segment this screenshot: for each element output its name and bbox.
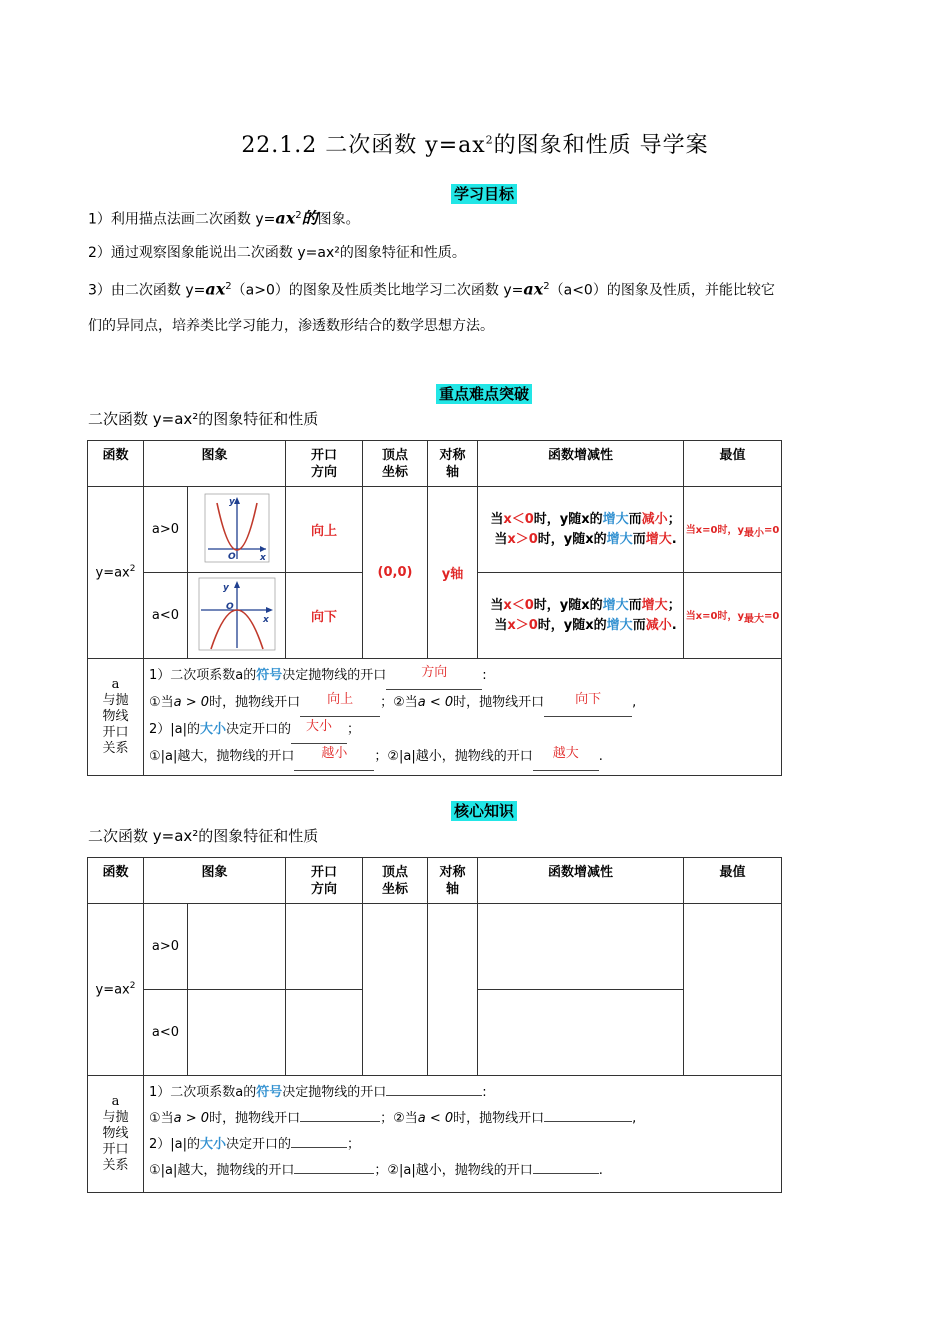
empty-open-up[interactable] xyxy=(286,904,363,990)
relation-label-3: 开口 xyxy=(102,725,129,740)
r2g: , xyxy=(632,1111,637,1126)
mono-neg-2d: 而 xyxy=(632,617,646,633)
header-open-2: 方向 xyxy=(311,465,338,480)
blank-6[interactable] xyxy=(533,744,599,771)
header-vertex-1: 顶点 xyxy=(382,448,409,463)
empty-vertex[interactable] xyxy=(363,904,428,1076)
header-vertex-2: 坐标 xyxy=(382,882,409,897)
relation-label-2: 物线 xyxy=(102,709,129,724)
header-axis xyxy=(428,858,478,904)
r2a: ①当 xyxy=(149,1111,174,1126)
header-axis-2: 轴 xyxy=(446,465,460,480)
mono-pos-2e: 增大 xyxy=(645,531,672,547)
r3d: ； xyxy=(347,722,361,737)
blank-1[interactable] xyxy=(386,1095,482,1096)
parabola-down-graph xyxy=(198,577,276,651)
open-up: 向上 xyxy=(286,487,363,573)
r1b: 符号 xyxy=(256,668,283,683)
r4a: ①|a|越大，抛物线的开口 xyxy=(149,749,295,764)
extreme-neg-tail: =0 xyxy=(764,610,780,622)
mono-pos-1a: 当 xyxy=(490,511,504,527)
goal-3 xyxy=(88,277,775,301)
r4b: ；②|a|越小，抛物线的开口 xyxy=(374,1163,533,1178)
header-open-1: 开口 xyxy=(311,865,338,880)
relation-label xyxy=(88,1076,144,1193)
func-cell xyxy=(88,487,144,659)
mono-pos-2d: 而 xyxy=(632,531,646,547)
header-axis xyxy=(428,441,478,487)
mono-pos-2x: x＞0 xyxy=(507,531,538,547)
mono-neg-1f: ； xyxy=(667,597,681,613)
header-axis-1: 对称 xyxy=(439,865,466,880)
r3d: ； xyxy=(347,1137,361,1152)
header-open xyxy=(286,858,363,904)
r1c: 决定抛物线的开口 xyxy=(282,668,387,683)
mono-pos-2a: 当 xyxy=(494,531,508,547)
blank-6[interactable] xyxy=(533,1173,599,1174)
subtitle-key: 二次函数 y=ax²的图象特征和性质 xyxy=(88,410,319,428)
func-cell xyxy=(88,904,144,1076)
relation-label-3: 开口 xyxy=(102,1142,129,1157)
mono-neg-2c: 增大 xyxy=(606,617,633,633)
header-func: 函数 xyxy=(88,441,144,487)
mono-neg-1d: 而 xyxy=(628,597,642,613)
blank-2[interactable] xyxy=(300,1121,380,1122)
a-neg-label: a<0 xyxy=(144,573,188,659)
r2c: 时，抛物线开口 xyxy=(209,695,301,710)
r4a: ①|a|越大，抛物线的开口 xyxy=(149,1163,295,1178)
blank-5[interactable] xyxy=(294,1173,374,1174)
r1d: : xyxy=(482,668,487,683)
header-open-2: 方向 xyxy=(311,882,338,897)
header-img: 图象 xyxy=(144,441,286,487)
r3a: 2）|a|的 xyxy=(149,722,200,737)
parabola-up-graph xyxy=(204,493,270,563)
relation-label-1: 与抛 xyxy=(102,1110,129,1125)
header-vertex xyxy=(363,858,428,904)
r2a: ①当 xyxy=(149,695,174,710)
empty-mono-neg[interactable] xyxy=(478,990,684,1076)
mono-neg-1x: x＜0 xyxy=(503,597,534,613)
empty-graph-down[interactable] xyxy=(188,990,286,1076)
goal-2: 2）通过观察图象能说出二次函数 y=ax²的图象特征和性质。 xyxy=(88,245,466,261)
section-core-label: 核心知识 xyxy=(451,801,517,821)
goal-1-sup: 2 xyxy=(295,210,302,221)
mono-neg-1c: 增大 xyxy=(602,597,629,613)
empty-graph-up[interactable] xyxy=(188,904,286,990)
r1d: : xyxy=(482,1085,487,1100)
relation-line-1 xyxy=(149,663,781,690)
relation-content xyxy=(144,1076,782,1193)
blank-4[interactable] xyxy=(291,717,347,744)
header-open-1: 开口 xyxy=(311,448,338,463)
goal-1-b: ax xyxy=(275,208,296,228)
header-vertex-1: 顶点 xyxy=(382,865,409,880)
mono-pos xyxy=(478,487,684,573)
extreme-pos-tail: =0 xyxy=(764,524,780,536)
goal-1-c: 的 xyxy=(301,208,318,228)
r2b: a > 0 xyxy=(173,1111,210,1126)
relation-label-1: 与抛 xyxy=(102,693,129,708)
mono-pos-1e: 减小 xyxy=(641,511,668,527)
blank-1-answer: 方向 xyxy=(421,665,448,680)
goal-3-d: ax xyxy=(523,279,544,299)
r2f: 时，抛物线开口 xyxy=(453,695,545,710)
axis-y-label: y xyxy=(222,582,229,593)
section-key xyxy=(0,383,950,404)
table-empty xyxy=(87,857,782,1193)
mono-pos-1d: 而 xyxy=(628,511,642,527)
blank-3[interactable] xyxy=(544,1121,632,1122)
r2e: a < 0 xyxy=(417,1111,454,1126)
header-vertex-2: 坐标 xyxy=(382,465,409,480)
header-extreme: 最值 xyxy=(684,441,782,487)
mono-pos-1f: ； xyxy=(667,511,681,527)
header-open xyxy=(286,441,363,487)
r4b: ；②|a|越小，抛物线的开口 xyxy=(374,749,533,764)
relation-label-0: a xyxy=(111,677,120,692)
mono-neg-2f: . xyxy=(671,617,677,633)
mono-pos-1c: 增大 xyxy=(602,511,629,527)
axis-x-label: x xyxy=(262,614,269,625)
a-pos-label: a>0 xyxy=(144,487,188,573)
section-goals xyxy=(0,183,950,204)
empty-mono-pos[interactable] xyxy=(478,904,684,990)
vertex-value: (0,0) xyxy=(363,487,428,659)
mono-neg-1b: 时，y随x的 xyxy=(533,597,603,613)
r2d: ；②当 xyxy=(380,695,418,710)
empty-axis[interactable] xyxy=(428,904,478,1076)
r3a: 2）|a|的 xyxy=(149,1137,200,1152)
mono-pos-2f: . xyxy=(671,531,677,547)
relation-label-4: 关系 xyxy=(102,1158,129,1173)
mono-neg-2a: 当 xyxy=(494,617,508,633)
mono-neg-1e: 增大 xyxy=(641,597,668,613)
blank-1[interactable] xyxy=(386,663,482,690)
blank-2[interactable] xyxy=(300,690,380,717)
relation-line-2 xyxy=(149,690,781,717)
mono-pos-2b: 时，y随x的 xyxy=(537,531,607,547)
extreme-neg xyxy=(684,573,782,659)
func-label: y=ax xyxy=(95,565,130,581)
blank-4[interactable] xyxy=(291,1147,347,1148)
r3b: 大小 xyxy=(200,722,227,737)
axis-y-label: y xyxy=(228,496,235,507)
empty-open-down[interactable] xyxy=(286,990,363,1076)
extreme-pos-text: 当x=0时，y xyxy=(685,524,744,536)
goal-3-f: （a<0）的图象及性质，并能比较它 xyxy=(549,282,775,299)
goal-1 xyxy=(88,206,360,230)
r3b: 大小 xyxy=(200,1137,227,1152)
goal-1-a: 1）利用描点法画二次函数 y= xyxy=(88,211,276,228)
relation-content xyxy=(144,659,782,776)
page-title xyxy=(0,128,950,159)
extreme-neg-sub: 最大 xyxy=(744,613,764,625)
func-sup: 2 xyxy=(129,564,136,575)
graph-up-cell xyxy=(188,487,286,573)
mono-neg-2e: 减小 xyxy=(645,617,672,633)
relation-label-0: a xyxy=(111,1094,120,1109)
header-func: 函数 xyxy=(88,858,144,904)
relation-line-2 xyxy=(149,1106,781,1132)
relation-label-4: 关系 xyxy=(102,741,129,756)
blank-3[interactable] xyxy=(544,690,632,717)
goal-3-a: 3）由二次函数 y= xyxy=(88,282,206,299)
r2g: , xyxy=(632,695,637,710)
r2d: ；②当 xyxy=(380,1111,418,1126)
axis-value: y轴 xyxy=(428,487,478,659)
mono-pos-1x: x＜0 xyxy=(503,511,534,527)
r1a: 1）二次项系数a的 xyxy=(149,668,257,683)
header-extreme: 最值 xyxy=(684,858,782,904)
r4c: . xyxy=(598,749,603,764)
header-img: 图象 xyxy=(144,858,286,904)
header-mono: 函数增减性 xyxy=(478,858,684,904)
relation-line-1 xyxy=(149,1080,781,1106)
func-sup: 2 xyxy=(129,981,136,992)
r2f: 时，抛物线开口 xyxy=(453,1111,545,1126)
subtitle-core: 二次函数 y=ax²的图象特征和性质 xyxy=(88,827,319,845)
mono-pos-1b: 时，y随x的 xyxy=(533,511,603,527)
blank-5-answer: 越小 xyxy=(321,746,348,761)
graph-down-cell xyxy=(188,573,286,659)
header-axis-1: 对称 xyxy=(439,448,466,463)
r1a: 1）二次项系数a的 xyxy=(149,1085,257,1100)
a-neg-label: a<0 xyxy=(144,990,188,1076)
blank-5[interactable] xyxy=(294,744,374,771)
blank-3-answer: 向下 xyxy=(575,692,602,707)
relation-label-2: 物线 xyxy=(102,1126,129,1141)
mono-neg xyxy=(478,573,684,659)
extreme-pos xyxy=(684,487,782,573)
relation-line-4 xyxy=(149,1158,781,1184)
axis-x-label: x xyxy=(259,552,266,563)
open-down: 向下 xyxy=(286,573,363,659)
header-vertex xyxy=(363,441,428,487)
origin-label: O xyxy=(227,551,236,562)
r1c: 决定抛物线的开口 xyxy=(282,1085,387,1100)
header-axis-2: 轴 xyxy=(446,882,460,897)
empty-extreme[interactable] xyxy=(684,904,782,1076)
mono-neg-2b: 时，y随x的 xyxy=(537,617,607,633)
r2c: 时，抛物线开口 xyxy=(209,1111,301,1126)
header-mono: 函数增减性 xyxy=(478,441,684,487)
r4c: . xyxy=(598,1163,603,1178)
goal-4: 们的异同点，培养类比学习能力，渗透数形结合的数学思想方法。 xyxy=(88,318,494,334)
r3c: 决定开口的 xyxy=(226,722,292,737)
r1b: 符号 xyxy=(256,1085,283,1100)
mono-pos-2c: 增大 xyxy=(606,531,633,547)
title-main: 22.1.2 二次函数 y=ax xyxy=(241,133,486,158)
a-pos-label: a>0 xyxy=(144,904,188,990)
goal-3-sup: 2 xyxy=(225,281,232,292)
table-filled xyxy=(87,440,782,776)
title-sup: 2 xyxy=(485,133,494,147)
title-tail: 的图象和性质 导学案 xyxy=(493,133,709,158)
goal-3-c: （a>0）的图象及性质类比地学习二次函数 y= xyxy=(231,282,524,299)
section-key-label: 重点难点突破 xyxy=(436,384,532,404)
relation-line-3 xyxy=(149,1132,781,1158)
blank-6-answer: 越大 xyxy=(552,746,579,761)
blank-2-answer: 向上 xyxy=(327,692,354,707)
extreme-pos-sub: 最小 xyxy=(744,527,764,539)
relation-line-4 xyxy=(149,744,781,771)
goal-3-b: ax xyxy=(205,279,226,299)
mono-neg-1a: 当 xyxy=(490,597,504,613)
r3c: 决定开口的 xyxy=(226,1137,292,1152)
r2b: a > 0 xyxy=(173,695,210,710)
mono-neg-2x: x＞0 xyxy=(507,617,538,633)
origin-label: O xyxy=(225,601,234,612)
relation-line-3 xyxy=(149,717,781,744)
r2e: a < 0 xyxy=(417,695,454,710)
func-label: y=ax xyxy=(95,982,130,998)
relation-label xyxy=(88,659,144,776)
goal-1-d: 图象。 xyxy=(317,211,360,228)
section-core xyxy=(0,800,950,821)
goal-3-e: 2 xyxy=(543,281,550,292)
extreme-neg-text: 当x=0时，y xyxy=(685,610,744,622)
blank-4-answer: 大小 xyxy=(306,719,333,734)
section-goals-label: 学习目标 xyxy=(451,184,517,204)
